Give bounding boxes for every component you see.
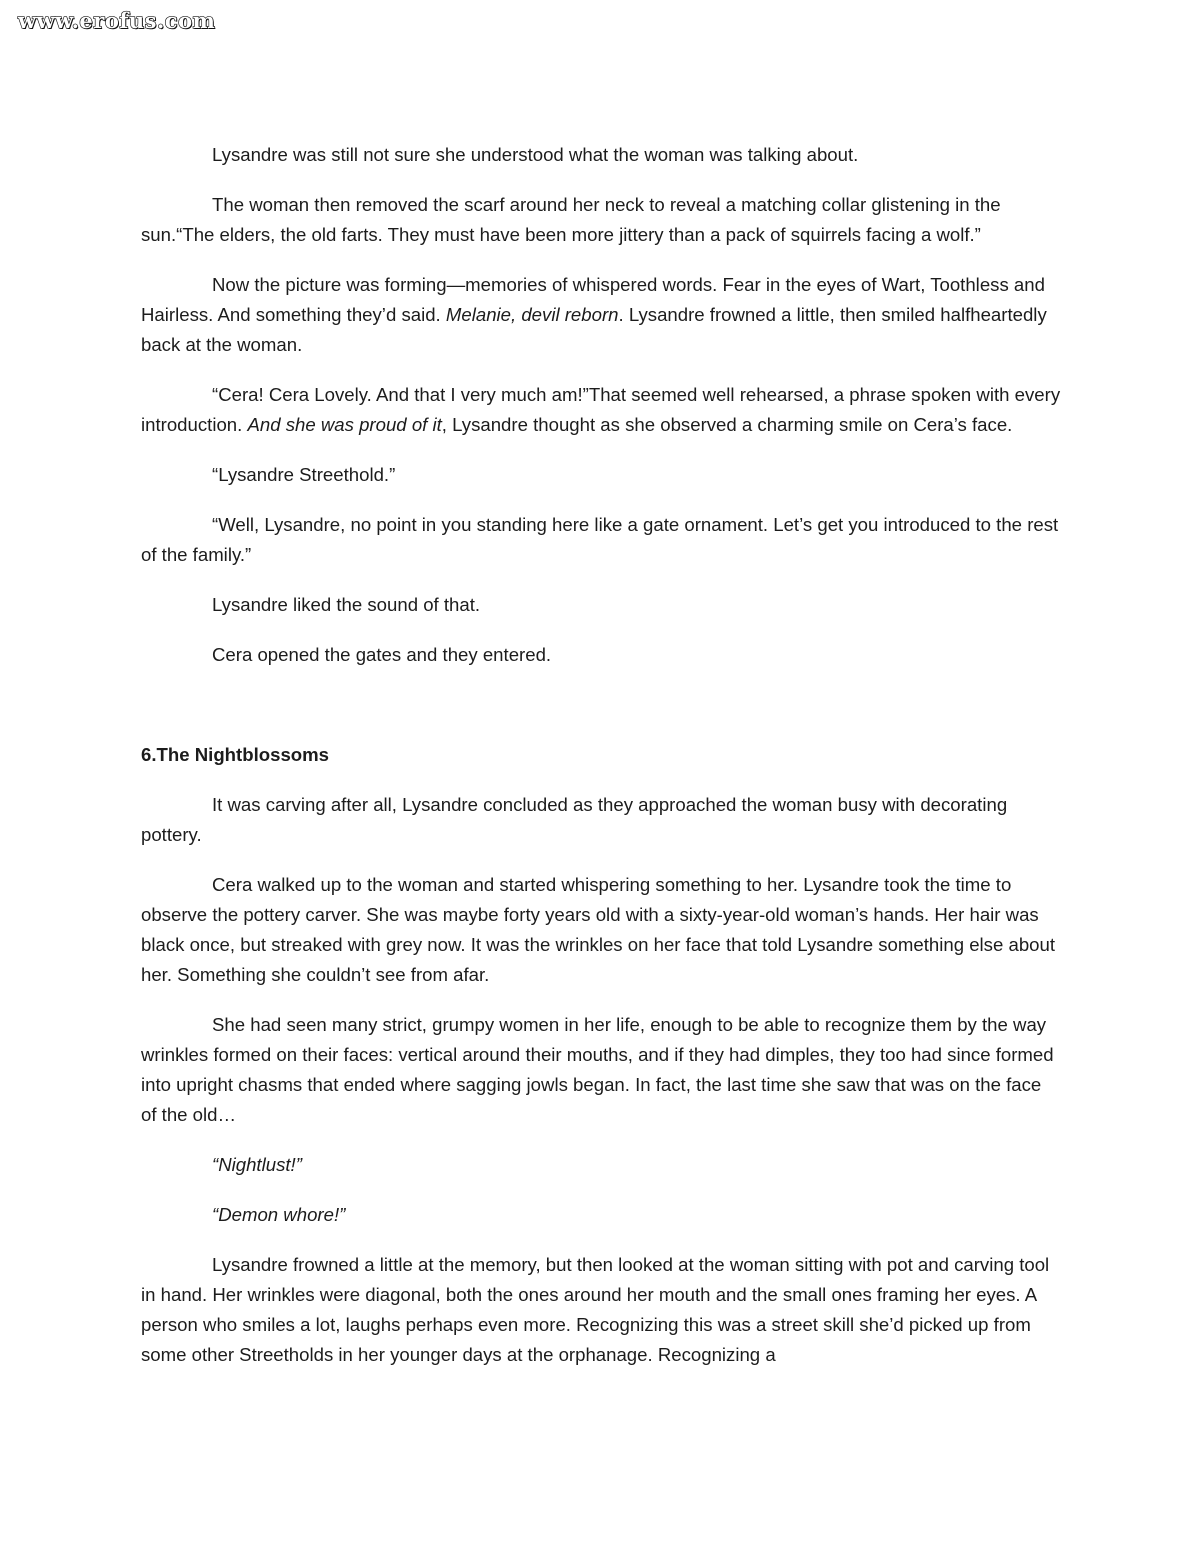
paragraph-p1 [141,140,1061,170]
paragraph-p11 [141,1010,1061,1130]
paragraph-text: It was carving after all, Lysandre concluded as they approached the woman busy with decorating pottery. [141,794,1008,845]
paragraph-p9 [141,790,1061,850]
paragraph-text: Cera walked up to the woman and started whispering something to her. Lysandre took the time to observe the pottery carver. She was maybe forty years old with a sixty-year-old woman’s hands. Her hair was black once, but streaked with grey now. It was the wrinkles on her face that told Lysandre something else about her. Something she couldn’t see from afar. [141,874,1056,985]
paragraph-text: Melanie, devil reborn [445,304,619,325]
paragraph-text: “Demon whore!” [212,1204,346,1225]
paragraph-text: She had seen many strict, grumpy women in her life, enough to be able to recognize them by the way wrinkles formed on their faces: vertical around their mouths, and if they had dimples, they too had since formed into upright chasms that ended where sagging jowls began. In fact, the last time she saw that was on the face of the old… [141,1014,1054,1125]
paragraph-text: And she was proud of it [247,414,442,435]
chapter-heading: 6.The Nightblossoms [141,744,330,765]
paragraph-p10 [141,870,1061,990]
paragraph-p14 [141,1250,1061,1370]
paragraph-p5 [141,460,1061,490]
paragraph-text: . Lysandre frowned a little, then smiled halfheartedly back at the woman. [141,304,1047,355]
paragraph-text: Cera opened the gates and they entered. [212,644,552,665]
paragraph-text: “Nightlust!” [212,1154,302,1175]
paragraph-p4 [141,380,1061,440]
paragraph-text: Now the picture was forming—memories of whispered words. Fear in the eyes of Wart, Toothless and Hairless. And something they’d said. [141,274,1045,325]
paragraph-text: Lysandre liked the sound of that. [212,594,481,615]
paragraph-p8 [141,640,1061,670]
paragraph-text: “Cera! Cera Lovely. And that I very much am!”That seemed well rehearsed, a phrase spoken with every introduction. [141,384,1061,435]
paragraph-p13 [141,1200,1061,1230]
paragraph-text: , Lysandre thought as she observed a charming smile on Cera’s face. [441,414,1013,435]
site-watermark: www.erofus.com [18,8,216,33]
paragraph-p2 [141,190,1061,250]
paragraph-p6 [141,510,1061,570]
paragraph-p12 [141,1150,1061,1180]
paragraph-p3 [141,270,1061,360]
paragraph-text: Lysandre frowned a little at the memory, but then looked at the woman sitting with pot and carving tool in hand. Her wrinkles were diagonal, both the ones around her mouth and the small ones framing her eyes. A person who smiles a lot, laughs perhaps even more. Recognizing this was a street skill she’d picked up from some other Streetholds in her younger days at the orphanage. Recognizing a [141,1254,1050,1365]
paragraph-text: The woman then removed the scarf around her neck to reveal a matching collar glistening in the sun.“The elders, the old farts. They must have been more jittery than a pack of squirrels facing a wolf.” [141,194,1001,245]
paragraph-p7 [141,590,1061,620]
paragraph-text: Lysandre was still not sure she understood what the woman was talking about. [212,144,859,165]
paragraph-text: “Lysandre Streethold.” [212,464,396,485]
paragraphs-after-section [141,790,1061,1370]
paragraph-text: “Well, Lysandre, no point in you standing here like a gate ornament. Let’s get you introduced to the rest of the family.” [141,514,1059,565]
document-page [141,140,1061,1390]
paragraphs-before-section [141,140,1061,670]
